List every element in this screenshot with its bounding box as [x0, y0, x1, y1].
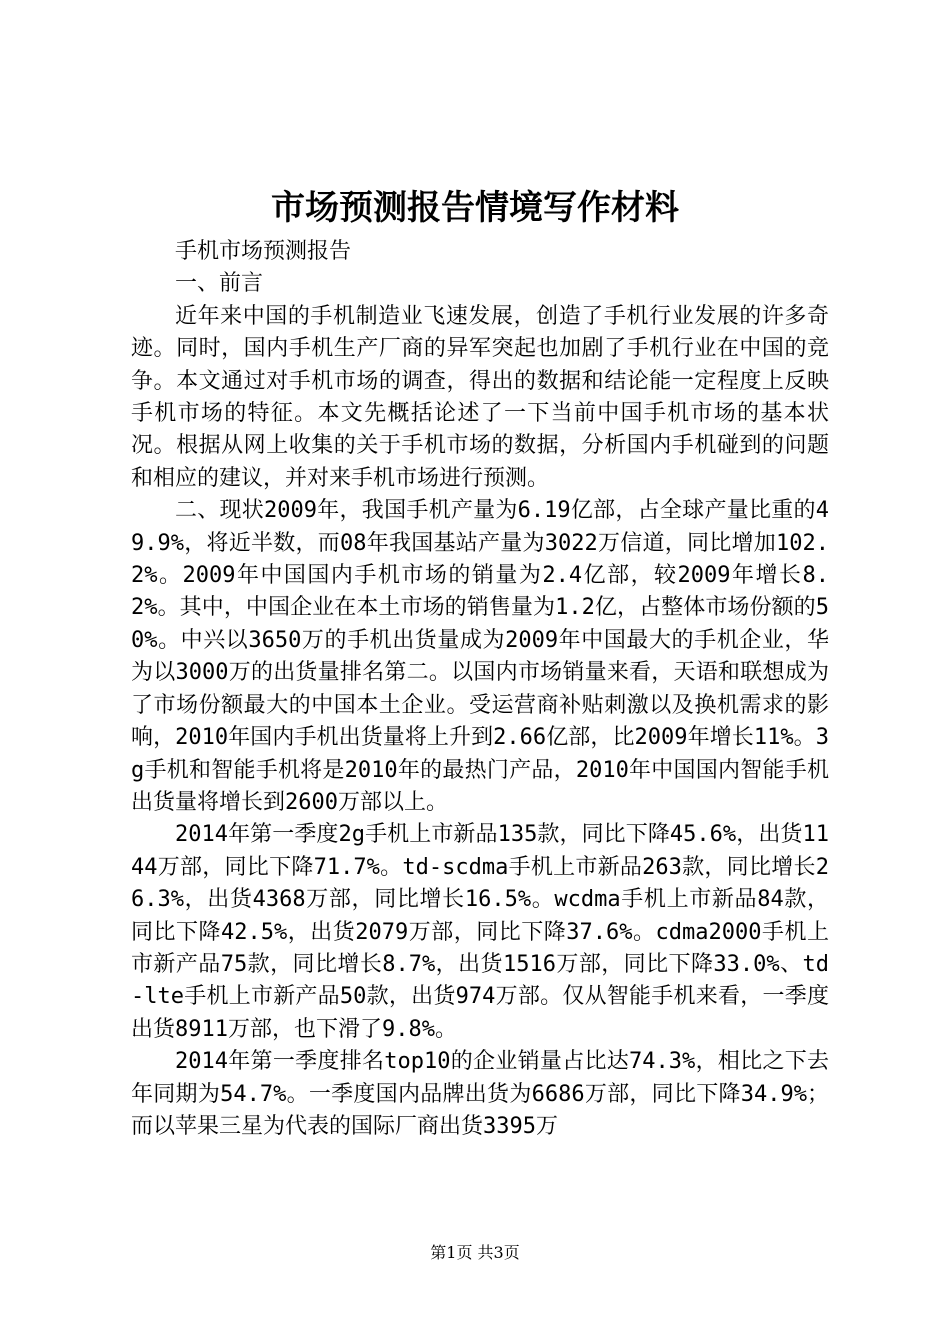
report-subtitle: 手机市场预测报告: [175, 239, 352, 264]
document-body: [131, 236, 829, 1143]
section-heading: 一、前言: [175, 271, 264, 297]
paragraph-q1-models: 2014年第一季度2g手机上市新品135款，同比下降45.6%，出货1144万部，同比下降71.7%。td-scdma手机上市新品263款，同比增长26.3%，出货4368万部，同比增长16.5%。wcdma手机上市新品84款，同比下降42.5%，出货2079万部，同比下降37.6%。cdma2000手机上市新产品75款，同比增长8.7%，出货1516万部，同比下降33.0%、td-lte手机上市新产品50款，出货974万部。仅从智能手机来看，一季度出货8911万部，也下滑了9.8%。: [131, 822, 829, 1042]
paragraph-intro: 近年来中国的手机制造业飞速发展，创造了手机行业发展的许多奇迹。同时，国内手机生产厂商的异军突起也加剧了手机行业在中国的竞争。本文通过对手机市场的调查，得出的数据和结论能一定程度上反映手机市场的特征。本文先概括论述了一下当前中国手机市场的基本状况。根据从网上收集的关于手机市场的数据，分析国内手机碰到的问题和相应的建议，并对来手机市场进行预测。: [131, 303, 829, 491]
paragraph-q1-ranking: 2014年第一季度排名top10的企业销量占比达74.3%，相比之下去年同期为54.7%。一季度国内品牌出货为6686万部，同比下降34.9%；而以苹果三星为代表的国际厂商出货3395万: [131, 1049, 829, 1139]
document-title: 市场预测报告情境写作材料: [271, 188, 679, 228]
paragraph-status: 二、现状2009年，我国手机产量为6.19亿部，占全球产量比重的49.9%，将近半数，而08年我国基站产量为3022万信道，同比增加102.2%。2009年中国国内手机市场的销量为2.4亿部，较2009年增长8.2%。其中，中国企业在本土市场的销售量为1.2亿，占整体市场份额的50%。中兴以3650万的手机出货量成为2009年中国最大的手机企业，华为以3000万的出货量排名第二。以国内市场销量来看，天语和联想成为了市场份额最大的中国本土企业。受运营商补贴刺激以及换机需求的影响，2010年国内手机出货量将上升到2.66亿部，比2009年增长11%。3g手机和智能手机将是2010年的最热门产品，2010年中国国内智能手机出货量将增长到2600万部以上。: [131, 498, 829, 815]
page-footer: 第1页 共3页: [430, 1243, 520, 1262]
